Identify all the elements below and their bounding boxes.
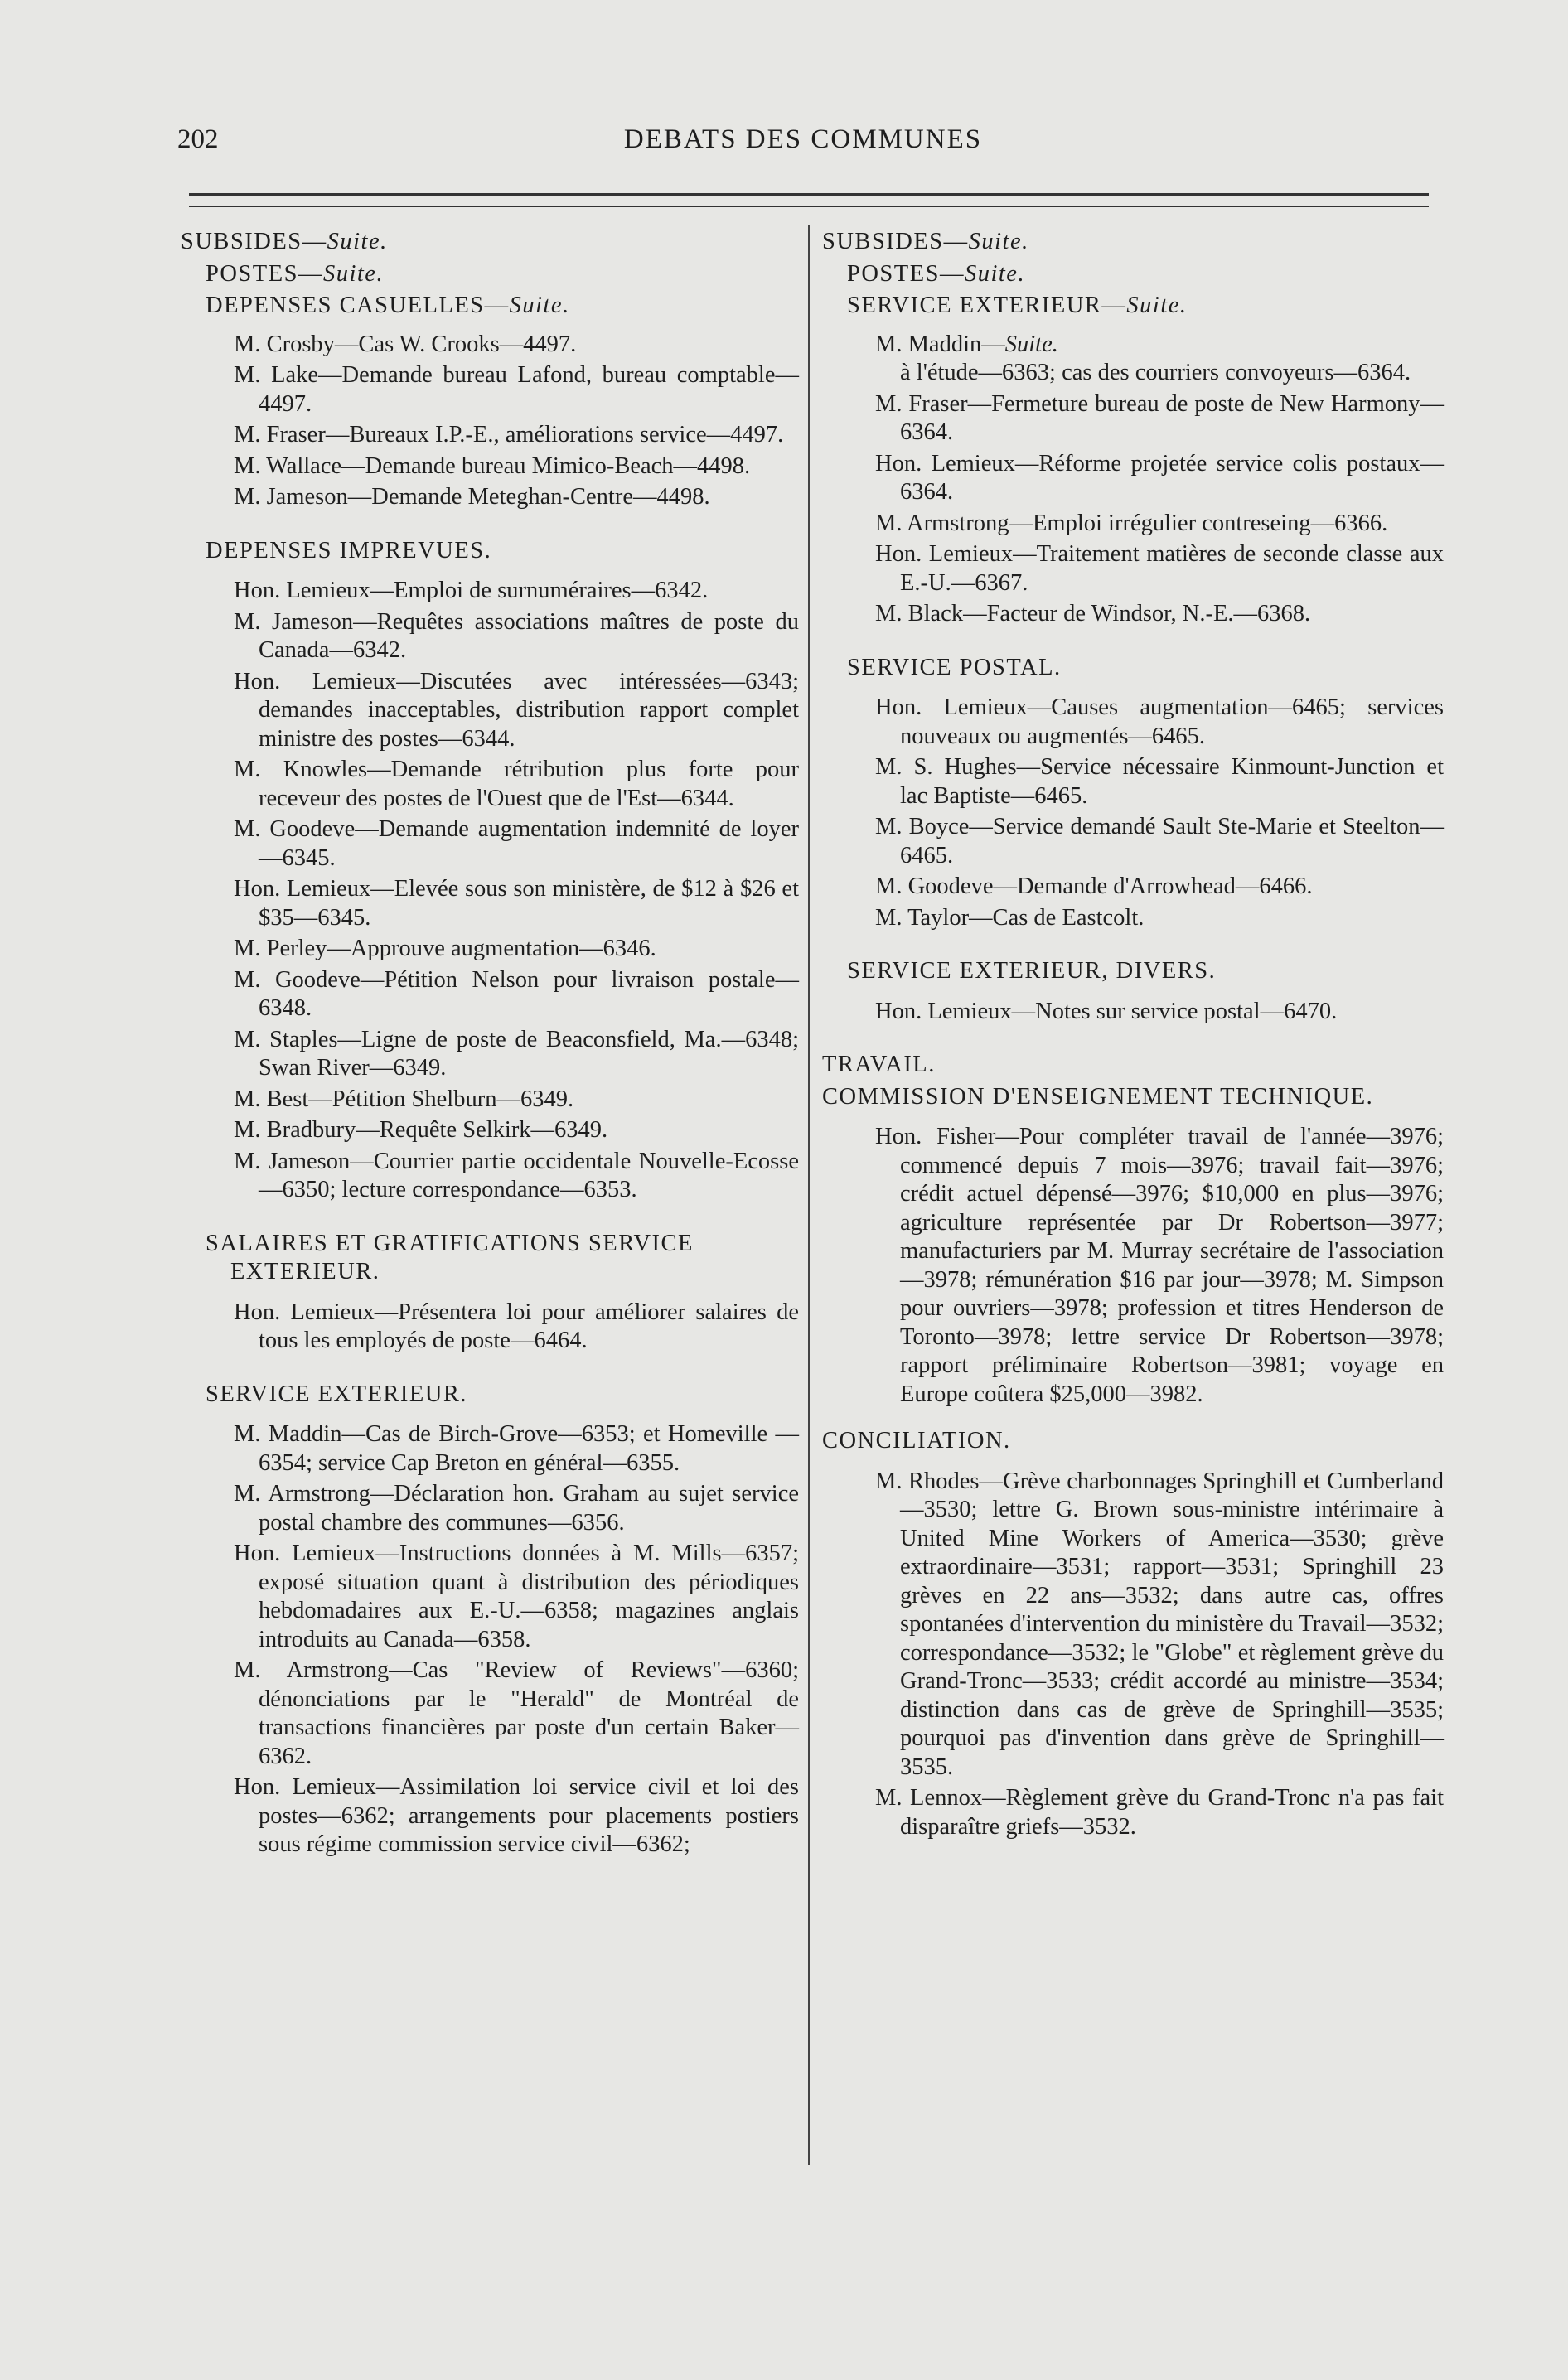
index-entry: M. Lake—Demande bureau Lafond, bureau comptable—4497.: [234, 362, 799, 417]
subsection-heading: POSTES—Suite.: [847, 260, 1026, 287]
subsection-heading: DEPENSES IMPREVUES.: [206, 537, 492, 564]
index-entry: M. Fraser—Fermeture bureau de poste de New Harmony—6364.: [875, 390, 1444, 445]
index-entry: M. Knowles—Demande rétribution plus forte pour receveur des postes de l'Ouest que de l'Est—6344.: [234, 757, 799, 811]
index-entry: M. Jameson—Requêtes associations maîtres de poste du Canada—6342.: [234, 608, 799, 663]
index-entry: M. Fraser—Bureaux I.P.-E., améliorations service—4497.: [234, 422, 784, 447]
index-entry: M. Maddin—Suite.: [875, 331, 1058, 357]
salaires-list: [181, 1299, 799, 1356]
index-entry: M. Crosby—Cas W. Crooks—4497.: [234, 331, 577, 357]
section-heading: TRAVAIL.: [822, 1052, 936, 1077]
index-entry: Hon. Lemieux—Instructions données à M. Mills—6357; exposé situation quant à distribution des périodiques hebdomadaires aux E.-U.—6358; magazines anglais introduits au Canada—6358.: [234, 1541, 799, 1652]
divers-list: [822, 998, 1444, 1027]
index-entry: Hon. Lemieux—Présentera loi pour améliorer salaires de tous les employés de poste—6464.: [234, 1299, 799, 1353]
subsection-heading: CONCILIATION.: [822, 1428, 1011, 1454]
index-entry: M. Jameson—Demande Meteghan-Centre—4498.: [234, 484, 710, 510]
index-entry: M. Armstrong—Emploi irrégulier contreseing—6366.: [875, 510, 1388, 536]
index-entry: Hon. Fisher—Pour compléter travail de l'année—3976; commencé depuis 7 mois—3976; travail fait—3976; crédit actuel dépensé—3976; $10,000 en plus—3976; agriculture représentée par Dr Robertson—3977; manufacturiers par M. Murray secrétaire de l'association—3978; rémunération $16 par jour—3978; M. Simpson pour ouvriers—3978; profession et titres Henderson de Toronto—3978; lettre service Dr Robertson—3978; rapport préliminaire Robertson—3981; voyage en Europe coûtera $25,000—3982.: [875, 1124, 1444, 1407]
column-divider: [808, 225, 810, 2165]
index-entry: M. Perley—Approuve augmentation—6346.: [234, 936, 656, 961]
commission-list: [822, 1123, 1444, 1409]
header-rule-bottom: [189, 206, 1429, 207]
left-column: [181, 228, 799, 1862]
index-entry: M. Maddin—Cas de Birch-Grove—6353; et Homeville — 6354; service Cap Breton en général—6355.: [234, 1421, 799, 1476]
subsection-heading: POSTES—Suite.: [206, 260, 385, 287]
index-entry: M. Goodeve—Demande augmentation indemnité de loyer—6345.: [234, 816, 799, 871]
subsection-heading: SERVICE EXTERIEUR—Suite.: [847, 293, 1188, 318]
running-title: DEBATS DES COMMUNES: [623, 124, 983, 154]
casuelles-list: [181, 331, 799, 512]
index-entry: Hon. Lemieux—Emploi de surnuméraires—6342.: [234, 578, 709, 603]
subsection-heading: SERVICE EXTERIEUR.: [206, 1381, 468, 1407]
section-heading: SUBSIDES—Suite.: [181, 229, 388, 254]
subsection-heading: SERVICE EXTERIEUR, DIVERS.: [847, 958, 1217, 984]
index-entry: Hon. Lemieux—Assimilation loi service civil et loi des postes—6362; arrangements pour placements postiers sous régime commission service civil—6362;: [234, 1774, 799, 1857]
conciliation-list: [822, 1468, 1444, 1842]
index-entry: M. Taylor—Cas de Eastcolt.: [875, 904, 1145, 931]
index-entry: Hon. Lemieux—Discutées avec intéressées—6343; demandes inacceptables, distribution rapport complet ministre des postes—6344.: [234, 668, 799, 752]
index-entry: M. Rhodes—Grève charbonnages Springhill et Cumberland—3530; lettre G. Brown sous-ministre intérimaire à United Mine Workers of America—3530; grève extraordinaire—3531; rapport—3531; Springhill 23 grèves en 22 ans—3532; dans autre cas, offres spontanées d'intervention du ministère du Travail—3532; correspondance—3532; le "Globe" et règlement grève du Grand-Tronc—3533; crédit accordé au ministre—3534; distinction dans cas de grève de Springhill—3535; pourquoi pas d'invention dans grève de Springhill—3535.: [875, 1468, 1444, 1780]
index-entry: M. Staples—Ligne de poste de Beaconsfield, Ma.—6348; Swan River—6349.: [234, 1026, 799, 1081]
index-entry: M. Goodeve—Pétition Nelson pour livraison postale—6348.: [234, 966, 799, 1021]
index-entry: M. Goodeve—Demande d'Arrowhead—6466.: [875, 873, 1313, 899]
subsection-heading: SALAIRES ET GRATIFICATIONS SERVICE EXTERIEUR.: [206, 1230, 694, 1284]
exterieur-suite-list: [822, 331, 1444, 629]
index-entry: M. Armstrong—Déclaration hon. Graham au sujet service postal chambre des communes—6356.: [234, 1481, 799, 1536]
index-entry: M. Wallace—Demande bureau Mimico-Beach—4498.: [234, 452, 751, 479]
right-column: [822, 228, 1444, 1844]
index-entry: M. Jameson—Courrier partie occidentale Nouvelle-Ecosse—6350; lecture correspondance—6353.: [234, 1148, 799, 1202]
index-entry: M. S. Hughes—Service nécessaire Kinmount-Junction et lac Baptiste—6465.: [875, 754, 1444, 809]
index-entry: M. Bradbury—Requête Selkirk—6349.: [234, 1117, 608, 1143]
index-entry: M. Lennox—Règlement grève du Grand-Tronc n'a pas fait disparaître griefs—3532.: [875, 1785, 1444, 1840]
imprevues-list: [181, 577, 799, 1205]
index-entry: M. Armstrong—Cas "Review of Reviews"—6360; dénonciations par le "Herald" de Montréal de transactions financières par poste d'un certain Baker—6362.: [234, 1657, 799, 1769]
index-entry-continuation: à l'étude—6363; cas des courriers convoyeurs—6364.: [900, 360, 1411, 385]
subsection-heading: SERVICE POSTAL.: [847, 654, 1062, 680]
page-header: [177, 124, 1429, 166]
index-entry: Hon. Lemieux—Notes sur service postal—6470.: [875, 998, 1338, 1024]
page-number: 202: [177, 124, 219, 154]
postal-list: [822, 694, 1444, 932]
exterieur-list: [181, 1420, 799, 1860]
subsection-heading: COMMISSION D'ENSEIGNEMENT TECHNIQUE.: [822, 1083, 1374, 1110]
index-entry: M. Boyce—Service demandé Sault Ste-Marie et Steelton—6465.: [875, 814, 1444, 868]
index-entry: Hon. Lemieux—Réforme projetée service colis postaux—6364.: [875, 450, 1444, 505]
section-heading: SUBSIDES—Suite.: [822, 229, 1029, 254]
subsection-heading: DEPENSES CASUELLES—Suite.: [206, 293, 570, 318]
index-entry: Hon. Lemieux—Traitement matières de seconde classe aux E.-U.—6367.: [875, 541, 1444, 596]
header-rule-top: [189, 193, 1429, 196]
index-entry: Hon. Lemieux—Causes augmentation—6465; services nouveaux ou augmentés—6465.: [875, 694, 1444, 749]
index-entry: M. Black—Facteur de Windsor, N.-E.—6368.: [875, 601, 1311, 626]
index-entry: Hon. Lemieux—Elevée sous son ministère, de $12 à $26 et $35—6345.: [234, 876, 799, 931]
index-entry: M. Best—Pétition Shelburn—6349.: [234, 1086, 574, 1112]
